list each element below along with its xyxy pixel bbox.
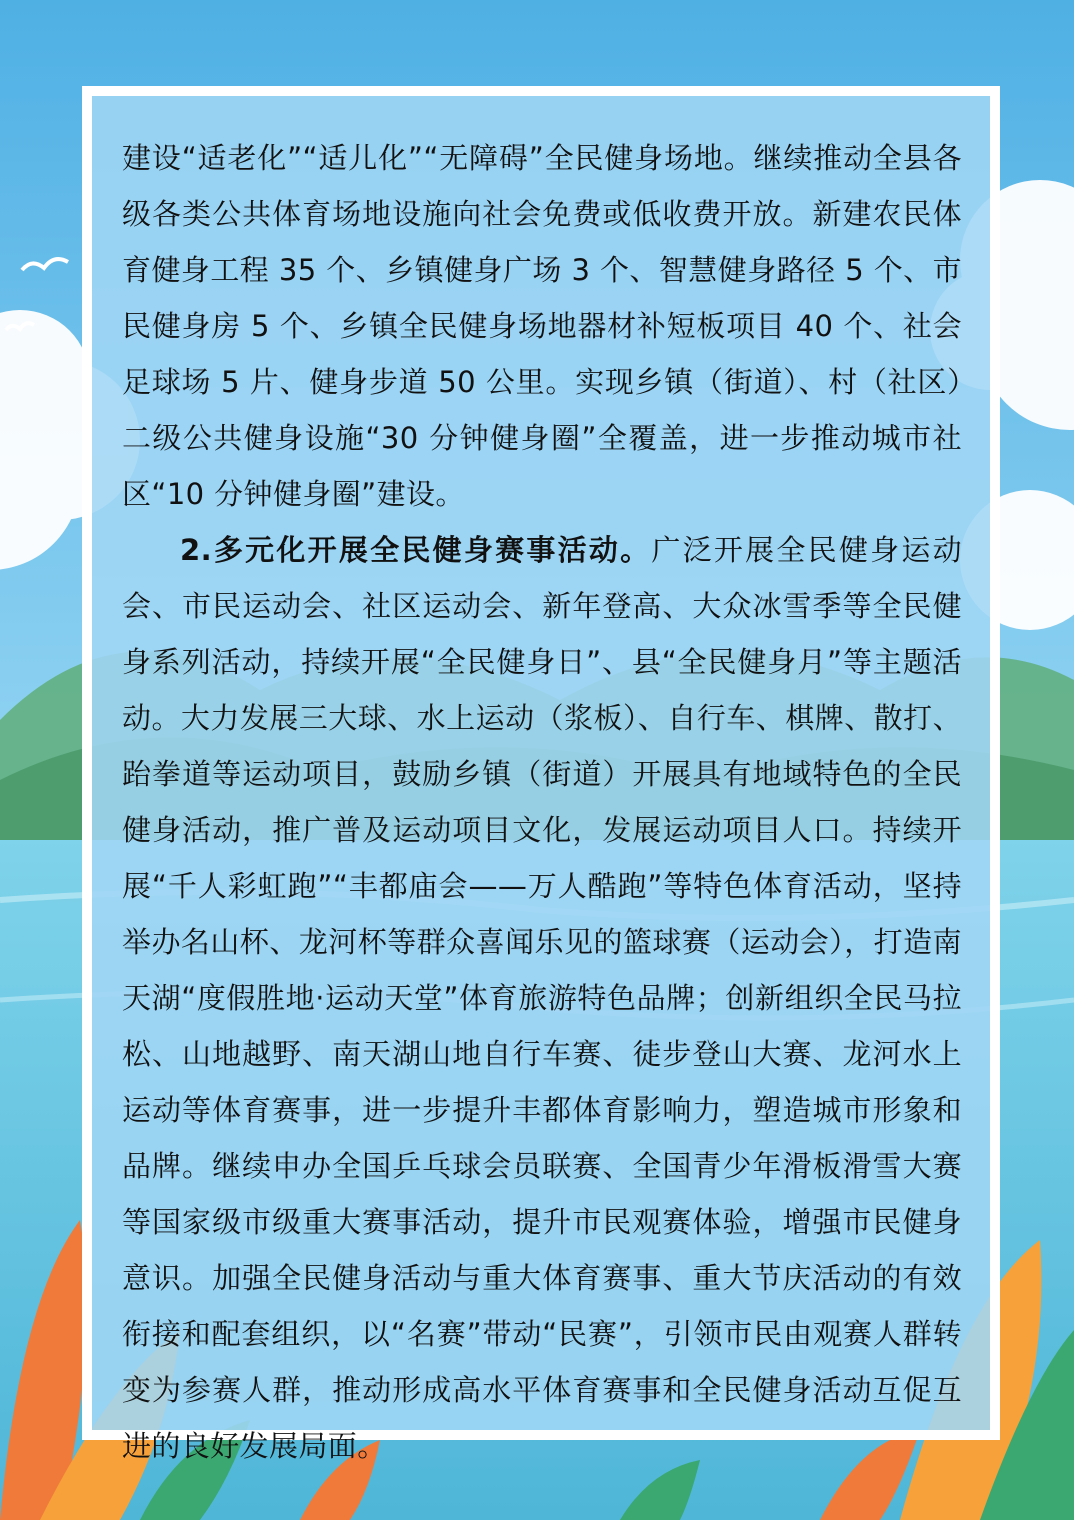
paragraph-text: 建设“适老化”“适儿化”“无障碍”全民健身场地。继续推动全县各级各类公共体育场地设施向社会免费或低收费开放。新建农民体育健身工程 35 个、乡镇健身广场 3 个、智慧健身路径 5 个、市民健身房 5 个、乡镇全民健身场地器材补短板项目 40 个、社会足球场 5 片、健身步道 50 公里。实现乡镇（街道）、村（社区）二级公共健身设施“30 分钟健身圈”全覆盖，进一步推动城市社区“10 分钟健身圈”建设。 (122, 141, 962, 511)
paragraph-1 (122, 130, 962, 522)
text-panel (82, 86, 1000, 1463)
paragraph-text: 广泛开展全民健身运动会、市民运动会、社区运动会、新年登高、大众冰雪季等全民健身系列活动，持续开展“全民健身日”、县“全民健身月”等主题活动。大力发展三大球、水上运动（浆板）、自行车、棋牌、散打、跆拳道等运动项目，鼓励乡镇（街道）开展具有地域特色的全民健身活动，推广普及运动项目文化，发展运动项目人口。持续开展“千人彩虹跑”“丰都庙会——万人酷跑”等特色体育活动，坚持举办名山杯、龙河杯等群众喜闻乐见的篮球赛（运动会），打造南天湖“度假胜地·运动天堂”体育旅游特色品牌；创新组织全民马拉松、山地越野、南天湖山地自行车赛、徒步登山大赛、龙河水上运动等体育赛事，进一步提升丰都体育影响力，塑造城市形象和品牌。继续申办全国乒乓球会员联赛、全国青少年滑板滑雪大赛等国家级市级重大赛事活动，提升市民观赛体验，增强市民健身意识。加强全民健身活动与重大体育赛事、重大节庆活动的有效衔接和配套组织，以“名赛”带动“民赛”，引领市民由观赛人群转变为参赛人群，推动形成高水平体育赛事和全民健身活动互促互进的良好发展局面。 (122, 533, 962, 1463)
paragraph-heading: 2.多元化开展全民健身赛事活动。 (180, 533, 652, 567)
document-body (122, 130, 962, 1474)
paragraph-2 (122, 522, 962, 1474)
